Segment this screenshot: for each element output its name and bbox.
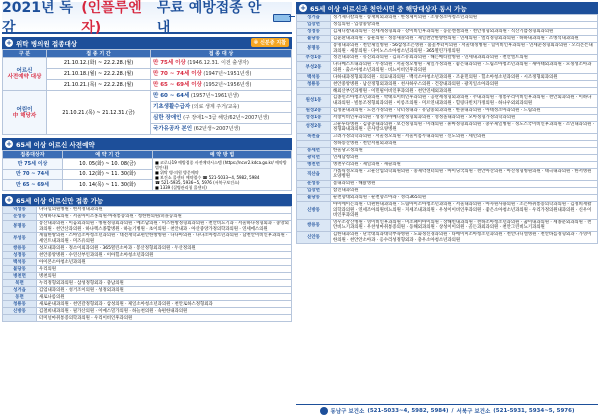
reservation-method: ■ 코로나19 예방접종 사전예약시스템 (https://ncvr2.kdca.go.kr/ 예약방법안내) ■ 위탁 병·의원 방문예약 ■ 보건소 콜센터 예약접수 ☎ 521-5033~4, 5982, 5984 ☎ 521-5935, 5936~5, 5976 (서북구보건소) ■ 1339 (질병관리청 콜센터) bbox=[153, 159, 292, 191]
clinic-names: 한울당고정의원 bbox=[331, 147, 598, 154]
target-cell: 만 65 ~ 69세 이상 (1952년~1956년생) bbox=[151, 80, 292, 91]
title-free-vaccination: 무료 예방접종 안내 bbox=[156, 0, 262, 36]
syringe-icon bbox=[269, 12, 292, 22]
clinic-row bbox=[297, 154, 598, 161]
clinic-names: 성하송산병원 · 천안서필외과의원 bbox=[331, 140, 598, 147]
clinic-names: 다나힐의원병원 · 현서정내과의원 bbox=[37, 207, 292, 214]
clinic-row bbox=[3, 301, 292, 308]
reservation-period: 10. 14(목) ~ 11. 30(화) bbox=[63, 180, 153, 191]
clinic-names: 서창이비인후과의원 · 성정가아메디칼정형외과의원 · 성정올내과의원 · 모아정형가정의학과의원 bbox=[331, 114, 598, 121]
footer-contacts bbox=[296, 404, 598, 416]
district-label: 쌍용동 bbox=[297, 219, 331, 231]
district-label: 청룡동 bbox=[3, 301, 37, 308]
district-label: 입장면 bbox=[297, 22, 331, 29]
district-label: 목천읍 bbox=[297, 133, 331, 140]
clinic-row bbox=[297, 161, 598, 168]
section-head-reservation bbox=[2, 138, 292, 150]
clinic-names: 봉명내과의원 · 천안제일병원 · 56삼성조은병원 · 불꽃부터이의원 · 서울대정병원 · 힐이비인후과의원 · 연세준정형외과의원 · 오리온튼내과의원 · 새봉의원 · 다이노스소아청소년과의원 · 365열린가정의원 bbox=[331, 43, 598, 55]
clinic-row bbox=[3, 252, 292, 259]
section-head-clinic-targets bbox=[2, 37, 292, 49]
clinic-row bbox=[297, 180, 598, 187]
district-label: 덕성동 bbox=[3, 207, 37, 214]
clinic-row bbox=[3, 221, 292, 233]
clinic-names: 연세남청의원 bbox=[331, 154, 598, 161]
clinic-names: 성심의원 · 입장중앙의원 bbox=[331, 22, 598, 29]
district-label: 풍세면 bbox=[297, 147, 331, 154]
district-label: 성거읍 bbox=[297, 15, 331, 22]
clinic-row bbox=[297, 43, 598, 55]
clinic-row bbox=[297, 107, 598, 114]
clinic-names: 김한내과의원 · 단국대의과대학부속병원 · 도화정신경과의원 · 타에이미소아청소년과의원 · 천안다니엘병원 · 천안바를정형외과 · 가영이한의원 · 천안안소아과 · 옹수리성정형외과 · 충우소아청소년과의원 bbox=[331, 231, 598, 243]
section-head-all-targets bbox=[296, 2, 598, 14]
district-label bbox=[297, 88, 331, 95]
district-label: 부성2동 bbox=[297, 62, 331, 74]
clinic-row bbox=[297, 88, 598, 95]
col-period: 예 약 기 간 bbox=[63, 151, 153, 159]
period-cell: 21.10.21.(목) ~ 21.12.31.(금) bbox=[47, 91, 151, 135]
district-label: 성정1동 bbox=[297, 114, 331, 121]
clinic-names: 김엄내과의원 · 성거조이의원 · 성정외과의원 bbox=[37, 287, 292, 294]
district-label: 원성1동 bbox=[297, 95, 331, 107]
reservation-target: 만 65 ~ 69세 bbox=[3, 180, 63, 191]
clinic-names: 성진내과의원 · 유진외과의원 · 김피스유외과의원 · 해든메티칼병원 · 연세내과외과의원 · 천안엘트의원 bbox=[331, 55, 598, 62]
period-cell: 21.10.21.(목) ~ 22.2.28.(월) bbox=[47, 80, 151, 91]
period-cell: 21.10.12.(화) ~ 22.2.28.(월) bbox=[47, 58, 151, 69]
clinic-names: 우리의원 bbox=[37, 266, 292, 273]
clinic-names: 가톨릭성모의원 · 고운산업의학회원의원 · 중제약센터의원 · 마이닝국의원 · 천안아산의원 · 아산정형병원의원 · 태극내과의원 · 한서병원요양병원 bbox=[331, 168, 598, 180]
clinic-row bbox=[3, 214, 292, 221]
plus-icon: + bbox=[300, 4, 306, 12]
clinic-names: 순천향대외과의원 · 순천향소아과 · 성리365의원 bbox=[331, 194, 598, 201]
clinic-row bbox=[297, 231, 598, 243]
clinic-names: 봄내과의원 · 해맑병원 bbox=[331, 180, 598, 187]
clinic-names: 성거제디칼의원 · 송재희외과의원 · 한성제이의원 · 조양정소아청소년과의원 bbox=[331, 15, 598, 22]
clinic-row bbox=[297, 36, 598, 43]
clinic-row bbox=[297, 62, 598, 74]
clinic-row bbox=[297, 187, 598, 194]
district-label: 성거읍 bbox=[3, 287, 37, 294]
target-cell: 심한 장애인 (구 장애1~3급 해당/62년~2007년생) bbox=[151, 113, 292, 124]
district-label: 백석동 bbox=[3, 259, 37, 266]
district-label: 성정2동 bbox=[297, 121, 331, 133]
clinic-names: 연세하나로의원 · 서울아이조홍의원·마취통증의원 · 청한한의원/퍼플콩의원 bbox=[37, 214, 292, 221]
clinic-names: 성모내과의원 · 정소이외과의원 · 365열린소아과 · 봉산정형외과의원 · 두산정의원 bbox=[37, 245, 292, 252]
reservation-period: 10. 12(화) ~ 11. 30(화) bbox=[63, 169, 153, 180]
all-targets-clinic-list bbox=[296, 14, 598, 244]
clinic-names: 새로운내과의원 · 천연갈정형외과 · 삼성의원 · 제일소아청소년과의원 · 천안로하스정형외과 bbox=[37, 301, 292, 308]
left-column bbox=[2, 2, 292, 416]
id-card-note: ※ 신분증 지참 bbox=[251, 38, 290, 47]
clinic-row bbox=[3, 294, 292, 301]
district-label: 불당동 bbox=[3, 266, 37, 273]
title-influenza: (인플루엔자) bbox=[81, 0, 142, 36]
district-label: 입장면 bbox=[297, 187, 331, 194]
clinic-row bbox=[297, 29, 598, 36]
district-label: 청룡동 bbox=[297, 81, 331, 88]
clinic-row bbox=[3, 233, 292, 245]
clinic-names: 김철희내과의원 · 필가산의원 · 이예스밀가의원 · 하늘천의원 · 속편한내과의원 bbox=[37, 308, 292, 315]
clinic-names: 김종민소아청소년과의원 · 박태호이비인후과의원 · 공란세정형외과의원 · 주내과의원 · 정통우리이비인후과의원 · 천안외과의원 · 이하나내과의원 · 빌통조정형외과의원 · 이롱조의원 · 미르연내과의원 · 힐링다빈치가정의원 · 하나우외외과의원 bbox=[331, 95, 598, 107]
period-cell: 21.10.18.(월) ~ 22.2.28.(월) bbox=[47, 69, 151, 80]
district-label: 백석동 bbox=[297, 74, 331, 81]
clinic-row bbox=[297, 74, 598, 81]
clinic-names: 아이본소아청소년과의원 bbox=[37, 259, 292, 266]
district-label: 신안동 bbox=[297, 231, 331, 243]
clinic-row bbox=[297, 147, 598, 154]
clinic-names: 천안중앙병원 · 수연산부인과의원 · 이아힐소아청소년과의원 bbox=[37, 252, 292, 259]
phone-icon bbox=[320, 407, 328, 415]
district-label: 병천면 bbox=[3, 273, 37, 280]
district-label: 부성동 bbox=[3, 233, 37, 245]
title-year: 2021년 독감 bbox=[2, 0, 73, 36]
clinic-names: 고려가정의학과의원 · 서울성모의원 · 서울이봄두내과의원 · 신도의원 · 세민의원 bbox=[331, 133, 598, 140]
clinic-names: 김제디칼내과의원 · 신세계정형외과 · 강이비인후과의원 · 동문엔젤의원 · 천안정형외과의원 · 직산기쁨정형외과의원 bbox=[331, 29, 598, 36]
col-method: 예 약 방 법 bbox=[153, 151, 292, 159]
seniors-only-clinic-list bbox=[2, 206, 292, 322]
district-label: 원성2동 bbox=[297, 107, 331, 114]
clinic-row bbox=[297, 22, 598, 29]
clinic-row bbox=[3, 273, 292, 280]
target-cell: 만 75세 이상 (1946.12.31. 이전 출생자) bbox=[151, 58, 292, 69]
footer-separator: / bbox=[451, 407, 454, 414]
clinic-row bbox=[297, 114, 598, 121]
clinic-names: 계림한방의원 · 스마일소아청소년과의원 · 대전재학교편안한방병원 · 다나아의원 · 다나소아청소년과의원 · 남천안이비인후과의원 · 세인트내과의원 · 미즈유의원 bbox=[37, 233, 292, 245]
district-label: 신방동 bbox=[3, 308, 37, 315]
district-label: 동면 bbox=[3, 294, 37, 301]
reservation-target: 만 70 ~ 74세 bbox=[3, 169, 63, 180]
clinic-names: 누리정형외과의원 · 삼성정형외과 · 충남의원 bbox=[37, 280, 292, 287]
section-title: 65세 이상 어르신 사전예약 bbox=[16, 140, 95, 149]
plus-icon: + bbox=[6, 140, 12, 148]
district-label: 봉명동 bbox=[297, 43, 331, 55]
clinic-names: 김정훈내과의원 · 도전가정의원 · 닥터정내과 · 유남중외과의원 · 한솔내과의원 · 아태성소아과의원 · 드림의원 bbox=[331, 107, 598, 114]
clinic-names: 다나베스트내과의원 · 두정의원 · 서울성모병원 · 제일가정의원 · 좋은내과의원 · 드림소아청소년과의원 · 새아태외과의원 · 모정성소아과의원 · 출소아청소년과의원 · 비뇨이비인후과의원 bbox=[331, 62, 598, 74]
district-label: 직산읍 bbox=[297, 168, 331, 180]
district-label: 성정동 bbox=[297, 29, 331, 36]
clinic-names: 봉산내과의원 · 이음외과의원 · 병원정형외과의원 · 예소담의원 · 미즈한방정형외과의원 · 천안비뇨기과 · 서울하나정형외과 · 중앙외과의원 · 천안산과의원 · 하나렉스종합병원 · 하늘기병원 · 초이의원 · 천안내과 · 아산중앙가정의학과의원 · 연세에스의원 bbox=[37, 221, 292, 233]
district-label: 부성1동 bbox=[297, 55, 331, 62]
reservation-period: 10. 05(화) ~ 10. 08(금) bbox=[63, 159, 153, 170]
district-label: 운성동 bbox=[297, 180, 331, 187]
district-label: 병천면 bbox=[297, 161, 331, 168]
east-health-center: 동남구 보건소 bbox=[330, 408, 365, 415]
clinic-row bbox=[297, 201, 598, 219]
district-label: 불당동 bbox=[297, 194, 331, 201]
clinic-row bbox=[297, 194, 598, 201]
clinic-names: 병천우리의원 · 제일의원 · 새슬의원 bbox=[331, 161, 598, 168]
clinic-row bbox=[3, 266, 292, 273]
section-title: 위탁 병의원 접종대상 bbox=[16, 39, 78, 48]
right-column bbox=[296, 2, 598, 416]
district-label bbox=[297, 140, 331, 147]
clinic-names: 참진내과의원 bbox=[331, 187, 598, 194]
clinic-row bbox=[3, 207, 292, 214]
clinic-names: 김윤환내과의원 · 동운의원 · 성봉새솔의원 · 제일천안한방한의원 · 연세의원 · 엘리정형외과의원 · 하하내과의원 · 조병석내과의원 bbox=[331, 36, 598, 43]
clinic-row bbox=[297, 15, 598, 22]
district-label: 봉명동 bbox=[3, 221, 37, 233]
district-label bbox=[3, 315, 37, 322]
district-label: 불당동 bbox=[297, 36, 331, 43]
plus-icon: + bbox=[6, 39, 12, 47]
target-cell: 기초생활수급자 (의료 생계 주거/교육) bbox=[151, 102, 292, 113]
target-cell: 국가유공자 본인 (62년생~2007년생) bbox=[151, 124, 292, 135]
clinic-names: 아이에이든의원 · 더편한내과의원 · 드림아이소아청소년과의원 · 서울내과의원 · 아사원사용의원 · 조은마취통증의학과의원 · 김정희재활의학과의원 · 연세조아의원비뇨의원 · 지세조내과의원 · 우성이이비인후과의원 · 좋은소아청소년과의원 · 우리가정의원내과의원 · 신우이비인후과의원 bbox=[331, 201, 598, 219]
clinic-names: 해외산부인과병원 · 이민필이비인후과의원 · 천안연세외과의원 bbox=[331, 88, 598, 95]
col-group: 구 분 bbox=[3, 50, 47, 58]
clinic-row bbox=[3, 259, 292, 266]
reservation-target: 만 75세 이상 bbox=[3, 159, 63, 170]
reservation-table bbox=[2, 150, 292, 191]
clinic-target-table bbox=[2, 49, 292, 135]
section-head-seniors-only bbox=[2, 194, 292, 206]
section-title: 65세 이상 어르신과 천안시민 중 해당대상자 동시 가능 bbox=[310, 4, 467, 13]
clinic-names: 천안중앙병원 · 남산정형외과의원 · 천사하우스의원 · 건강내과의원 · 광지일소아과의원 bbox=[331, 81, 598, 88]
clinic-names: 새로나롬의원 bbox=[37, 294, 292, 301]
west-health-center: 서북구 보건소 bbox=[456, 408, 491, 415]
clinic-row bbox=[3, 280, 292, 287]
clinic-names: 다하내과정형외과의원 · 의료내과의원 · 백석소아청소년과의원 · 조윤민의원 · 힐소아청소년과의원 · 시조정형외과의원 bbox=[331, 74, 598, 81]
group-seniors: 어르신 사전예약 대상 bbox=[3, 58, 47, 91]
clinic-row bbox=[297, 219, 598, 231]
clinic-row bbox=[3, 245, 292, 252]
col-target: 접종대상자 bbox=[3, 151, 63, 159]
clinic-names: 터미널마취통증의학과의원 · 우리이비인후과의원 bbox=[37, 315, 292, 322]
clinic-row bbox=[297, 140, 598, 147]
district-label: 문성동 bbox=[3, 214, 37, 221]
district-label: 광덕면 bbox=[297, 154, 331, 161]
clinic-row bbox=[297, 121, 598, 133]
clinic-names: 고운루타병원 · 김충준내과의원 · 보건정형의원 · 미래의원 · 휴마정형외과의원 · 충우제일병원 · 정도스국이비인후과의원 · 소연내과의원 · 정형화내과의원 · 큰사랑요양병원 bbox=[331, 121, 598, 133]
plus-icon: + bbox=[6, 196, 12, 204]
district-label: 신방동 bbox=[297, 201, 331, 219]
clinic-row bbox=[297, 133, 598, 140]
target-cell: 만 70 ~ 74세 이상 (1947년~1951년생) bbox=[151, 69, 292, 80]
group-citizens: 어린이 中 해당자 bbox=[3, 91, 47, 135]
west-phone[interactable]: (521-5931, 5934~5, 5976) bbox=[493, 407, 575, 414]
clinic-names: 병천의원 bbox=[37, 273, 292, 280]
clinic-names: 영우소강산병원 · 영이비인후과의원 · 미소패이아이의원 · 상해빈내과의원 · 천하소아청소년과의원 · 꿈이내과의원 · 세종분외과의원 · 천안비뇨기과의원 · 우찬성마취통증의원 · 동해외과의원 · 상성이이의원 · 골든과외과의원 · 천안그린비뇨기과의원 bbox=[331, 219, 598, 231]
district-label: 쌍용동 bbox=[3, 245, 37, 252]
target-cell: 만 60 ~ 64세 (1957년~1961년생) bbox=[151, 91, 292, 102]
district-label: 북면 bbox=[3, 280, 37, 287]
col-period: 접 종 기 간 bbox=[47, 50, 151, 58]
east-phone[interactable]: (521-5033~4, 5982, 5984) bbox=[367, 407, 449, 414]
clinic-row bbox=[297, 95, 598, 107]
clinic-row bbox=[3, 315, 292, 322]
col-target: 접 종 대 상 bbox=[151, 50, 292, 58]
page-title bbox=[2, 2, 292, 34]
clinic-row bbox=[3, 308, 292, 315]
clinic-row bbox=[297, 55, 598, 62]
clinic-row bbox=[3, 287, 292, 294]
district-label: 성정동 bbox=[3, 252, 37, 259]
section-title: 65세 이상 어르신만 접종 가능 bbox=[16, 196, 104, 205]
clinic-row bbox=[297, 81, 598, 88]
clinic-row bbox=[297, 168, 598, 180]
